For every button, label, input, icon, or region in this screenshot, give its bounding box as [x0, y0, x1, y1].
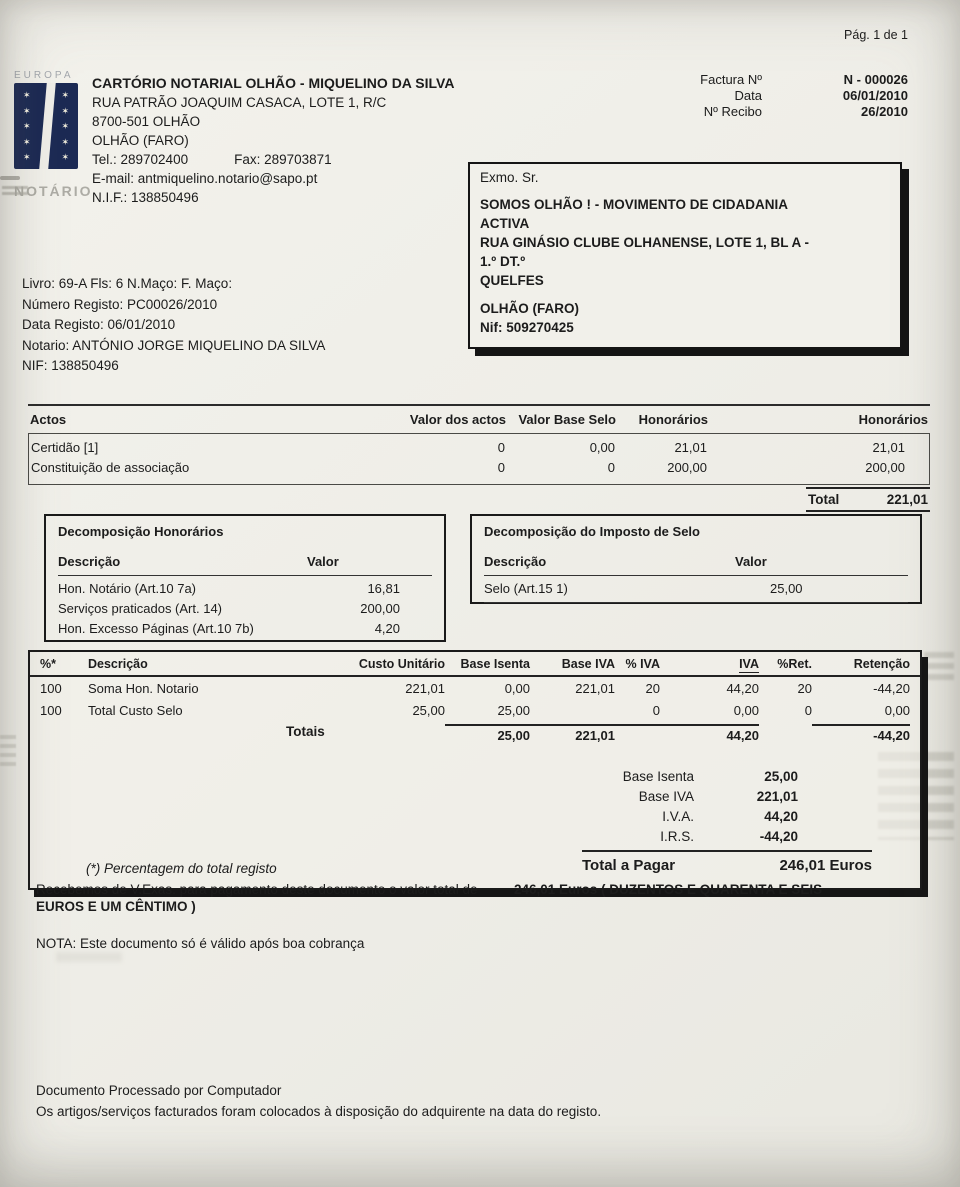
iva-value: 44,20: [764, 809, 798, 824]
table-row: [31, 458, 927, 478]
stamp-duty-breakdown-box: [470, 514, 922, 604]
acts-table: [28, 404, 930, 512]
pct-iva-cell: 20: [645, 681, 660, 696]
pct-iva-cell: 0: [652, 703, 660, 718]
recipient-nif: Nif: 509270425: [480, 320, 574, 335]
col-valor-actos: Valor dos actos: [409, 412, 506, 427]
iva-cell: 0,00: [733, 703, 759, 718]
fees-breakdown-header: [58, 552, 432, 576]
base-isenta-label: Base Isenta: [622, 769, 694, 784]
irs-label: I.R.S.: [660, 829, 694, 844]
base-iva-label: Base IVA: [638, 789, 694, 804]
tax-summary-box: [28, 650, 922, 890]
registry-livro: Livro: 69-A Fls: 6 N.Maço: F. Maço:: [22, 276, 233, 291]
pct-cell: 100: [40, 681, 62, 696]
acts-total: [806, 487, 930, 512]
logo-europa-label: EUROPA: [14, 70, 74, 81]
fee-description: Hon. Excesso Páginas (Art.10 7b): [58, 621, 254, 636]
col-descricao: Descrição: [88, 657, 148, 671]
pct-ret-cell: 0: [804, 703, 812, 718]
total-to-pay: [582, 857, 872, 874]
star-column: [61, 88, 69, 164]
totais-retencao: -44,20: [812, 724, 910, 743]
footer-processed-line: Documento Processado por Computador: [36, 1083, 282, 1098]
registry-nif: NIF: 138850496: [22, 358, 119, 373]
retencao-cell: 0,00: [884, 703, 910, 718]
totais-base-isenta: 25,00: [445, 724, 530, 743]
office-email: E-mail: antmiquelino.notario@sapo.pt: [92, 171, 318, 186]
star-icon: ✶: [23, 121, 31, 131]
totais-base-iva: 221,01: [530, 724, 615, 743]
star-icon: ✶: [61, 136, 69, 147]
base-isenta-cell: 25,00: [497, 703, 530, 718]
act-valor: 0: [497, 460, 505, 475]
registry-numero: Número Registo: PC00026/2010: [22, 296, 218, 312]
stamp-value: 25,00: [770, 581, 803, 596]
stamp-description: Selo (Art.15 1): [484, 581, 568, 596]
validity-note: NOTA: Este documento só é válido após boa cobrança: [36, 936, 365, 951]
col-base-iva: Base IVA: [561, 657, 615, 671]
tax-table-totals-row: [30, 724, 920, 743]
col-pct-ret: %Ret.: [777, 657, 812, 671]
scan-artifact: [0, 735, 16, 769]
fee-value: 200,00: [360, 601, 400, 616]
office-nif: N.I.F.: 138850496: [92, 190, 199, 205]
col-honorarios: Honorários: [638, 412, 708, 427]
total-to-pay-value: 246,01 Euros: [779, 857, 872, 874]
acts-total-label: Total: [808, 492, 840, 507]
base-isenta-cell: 0,00: [504, 681, 530, 696]
act-base-selo: 0: [607, 460, 615, 475]
stamp-duty-title: Decomposição do Imposto de Selo: [484, 524, 700, 539]
fee-description: Hon. Notário (Art.10 7a): [58, 581, 197, 596]
office-telephone: Tel.: 289702400: [92, 152, 189, 167]
recipient-name-line2: ACTIVA: [480, 216, 530, 231]
col-pct-iva: % IVA: [625, 657, 660, 671]
table-row: [30, 699, 920, 721]
invoice-meta: [700, 72, 908, 119]
desc-cell: Total Custo Selo: [88, 703, 183, 718]
tax-table-header: [30, 652, 920, 677]
office-fax: Fax: 289703871: [234, 152, 332, 167]
recipient-city: OLHÃO (FARO): [480, 301, 579, 316]
custo-cell: 221,01: [405, 681, 445, 696]
acts-table-header: [28, 404, 930, 433]
summary-row: [582, 787, 872, 807]
act-valor: 0: [497, 440, 505, 455]
invoice-date-label: Data: [734, 88, 762, 103]
desc-cell: Soma Hon. Notario: [88, 681, 199, 696]
fees-breakdown-box: [44, 514, 446, 642]
retencao-cell: -44,20: [873, 681, 910, 696]
summary-row: [582, 827, 872, 852]
stamp-duty-header: [484, 552, 908, 576]
invoice-number-value: N - 000026: [843, 72, 908, 87]
invoice-date-value: 06/01/2010: [842, 88, 908, 103]
irs-value: -44,20: [759, 829, 798, 844]
base-iva-cell: 221,01: [575, 681, 615, 696]
page-number: Pág. 1 de 1: [844, 28, 908, 42]
receipt-number-value: 26/2010: [861, 104, 908, 119]
registry-data: Data Registo: 06/01/2010: [22, 317, 176, 332]
act-honorarios: 21,01: [674, 440, 707, 455]
star-column: [23, 88, 31, 164]
col-honorarios-total: Honorários: [858, 412, 928, 427]
table-row: [58, 599, 432, 619]
summary-row: [582, 807, 872, 827]
recipient-address-line1: RUA GINÁSIO CLUBE OLHANENSE, LOTE 1, BL A -: [480, 235, 810, 250]
col-descricao: Descrição: [58, 554, 121, 569]
notary-office-info: [92, 74, 454, 207]
scan-artifact: [56, 952, 122, 962]
acts-total-value: 221,01: [886, 492, 928, 507]
star-icon: ✶: [23, 105, 31, 116]
act-description: Certidão [1]: [31, 440, 99, 455]
office-address-line1: RUA PATRÃO JOAQUIM CASACA, LOTE 1, R/C: [92, 95, 387, 110]
star-icon: ✶: [23, 152, 31, 162]
base-iva-value: 221,01: [756, 789, 798, 804]
col-valor: Valor: [735, 554, 767, 569]
europe-flag-icon: [14, 83, 78, 169]
office-address-line3: OLHÃO (FARO): [92, 133, 189, 148]
percentage-footnote: (*) Percentagem do total registo: [86, 861, 277, 876]
act-honorarios: 200,00: [667, 460, 707, 475]
table-row: [31, 438, 927, 458]
table-row: [484, 579, 908, 603]
notary-logo: [14, 70, 93, 199]
totais-label: Totais: [286, 724, 325, 739]
col-descricao: Descrição: [484, 554, 547, 569]
fee-value: 4,20: [374, 621, 400, 636]
payment-amount-words-cont: EUROS E UM CÊNTIMO ): [36, 899, 196, 914]
fee-value: 16,81: [367, 581, 400, 596]
document-footer: [36, 1080, 601, 1122]
star-icon: ✶: [23, 90, 31, 100]
scan-artifact: [924, 652, 954, 680]
act-honorarios-total: 21,01: [872, 440, 905, 455]
col-valor: Valor: [307, 554, 339, 569]
base-isenta-value: 25,00: [764, 769, 798, 784]
footer-disposition-line: Os artigos/serviços facturados foram colocados à disposição do adquirente na data do registo.: [36, 1104, 602, 1119]
act-honorarios-total: 200,00: [865, 460, 905, 475]
col-actos: Actos: [30, 412, 67, 427]
invoice-number-label: Factura Nº: [700, 72, 762, 87]
recipient-address-line2: 1.º DT.º: [480, 254, 526, 269]
star-icon: ✶: [61, 105, 69, 116]
star-icon: ✶: [23, 136, 31, 147]
fees-breakdown-title: Decomposição Honorários: [58, 524, 224, 539]
col-base-isenta: Base Isenta: [460, 657, 530, 671]
payment-statement: [36, 882, 926, 914]
payment-text: Recebemos de V.Exas. para pagamento deste documento o valor total de: [36, 882, 478, 897]
acts-table-body: [28, 433, 930, 485]
col-pct: %*: [40, 657, 56, 671]
fee-description: Serviços praticados (Art. 14): [58, 601, 223, 616]
star-icon: ✶: [61, 90, 69, 100]
col-valor-base-selo: Valor Base Selo: [518, 412, 616, 427]
office-name: CARTÓRIO NOTARIAL OLHÃO - MIQUELINO DA SILVA: [92, 75, 455, 91]
pct-ret-cell: 20: [797, 681, 812, 696]
col-retencao: Retenção: [853, 657, 910, 671]
payment-amount-words: 246,01 Euros ( DUZENTOS E QUARENTA E SEIS: [514, 882, 823, 897]
recipient-locality: QUELFES: [480, 273, 544, 288]
summary-row: [582, 767, 872, 787]
pct-cell: 100: [40, 703, 62, 718]
totais-iva: 44,20: [660, 724, 759, 743]
table-row: [58, 619, 432, 639]
registry-notario: Notario: ANTÓNIO JORGE MIQUELINO DA SILVA: [22, 337, 326, 353]
total-to-pay-label: Total a Pagar: [582, 857, 676, 874]
table-row: [30, 677, 920, 699]
star-icon: ✶: [61, 152, 69, 162]
custo-cell: 25,00: [412, 703, 445, 718]
registry-info: [22, 274, 325, 377]
receipt-number-label: Nº Recibo: [703, 104, 762, 119]
recipient-name-line1: SOMOS OLHÃO ! - MOVIMENTO DE CIDADANIA: [480, 197, 789, 212]
office-address-line2: 8700-501 OLHÃO: [92, 114, 201, 129]
col-custo-unitario: Custo Unitário: [358, 657, 445, 671]
recipient-address-box: [468, 162, 902, 349]
totals-summary: [582, 767, 872, 874]
iva-label: I.V.A.: [662, 809, 694, 824]
iva-cell: 44,20: [726, 681, 759, 696]
logo-notario-label: NOTÁRIO: [14, 183, 93, 199]
col-iva: IVA: [739, 657, 759, 671]
table-row: [58, 579, 432, 599]
flag-divider: [39, 83, 55, 169]
act-description: Constituição de associação: [31, 460, 190, 475]
recipient-salutation: Exmo. Sr.: [480, 170, 539, 185]
star-icon: ✶: [61, 121, 69, 131]
base-iva-cell: [530, 701, 615, 721]
act-base-selo: 0,00: [589, 440, 615, 455]
